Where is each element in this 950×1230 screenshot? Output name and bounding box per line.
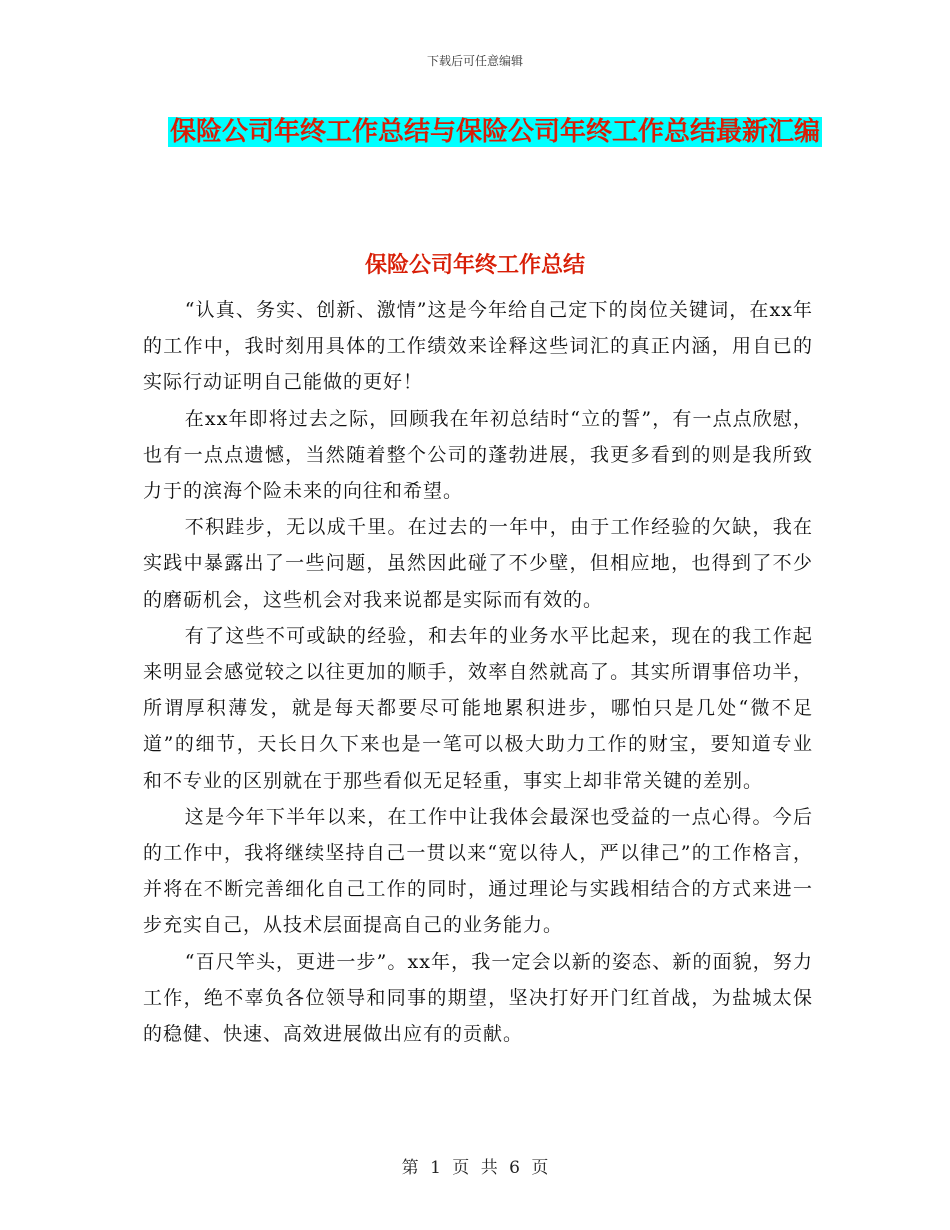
paragraph: “认真、务实、创新、激情”这是今年给自己定下的岗位关键词，在xx年的工作中，我时刻用具体的工作绩效来诠释这些词汇的真正内涵，用自已的实际行动证明自己能做的更好！ (143, 299, 813, 394)
page-footer: 第 1 页 共 6 页 (401, 1158, 549, 1178)
paragraph: 不积跬步，无以成千里。在过去的一年中，由于工作经验的欠缺，我在实践中暴露出了一些问题，虽然因此碰了不少壁，但相应地，也得到了不少的磨砺机会，这些机会对我来说都是实际而有效的。 (143, 516, 813, 611)
page-header-note: 下载后可任意编辑 (426, 54, 523, 68)
section-title: 保险公司年终工作总结 (364, 253, 585, 278)
document-title-text: 保险公司年终工作总结与保险公司年终工作总结最新汇编 (169, 117, 820, 147)
document-title (145, 110, 845, 154)
paragraph: 有了这些不可或缺的经验，和去年的业务水平比起来，现在的我工作起来明显会感觉较之以往更加的顺手，效率自然就高了。其实所谓事倍功半，所谓厚积薄发，就是每天都要尽可能地累积进步，哪怕只是几处“微不足道”的细节，天长日久下来也是一笔可以极大助力工作的财宝，要知道专业和不专业的区别就在于那些看似无足轻重，事实上却非常关键的差别。 (143, 624, 813, 792)
paragraph: “百尺竿头，更进一步”。xx年，我一定会以新的姿态、新的面貌，努力工作，绝不辜负各位领导和同事的期望，坚决打好开门红首战，为盐城太保的稳健、快速、高效进展做出应有的贡献。 (143, 950, 813, 1046)
paragraph: 这是今年下半年以来，在工作中让我体会最深也受益的一点心得。今后的工作中，我将继续坚持自己一贯以来“宽以待人，严以律己”的工作格言，并将在不断完善细化自己工作的同时，通过理论与实践相结合的方式来进一步充实自己，从技术层面提高自己的业务能力。 (143, 805, 813, 937)
document-body (143, 292, 813, 1052)
paragraph: 在xx年即将过去之际，回顾我在年初总结时“立的誓”，有一点点欣慰，也有一点点遗憾，当然随着整个公司的蓬勃进展，我更多看到的则是我所致力于的滨海个险未来的向往和希望。 (143, 407, 813, 503)
